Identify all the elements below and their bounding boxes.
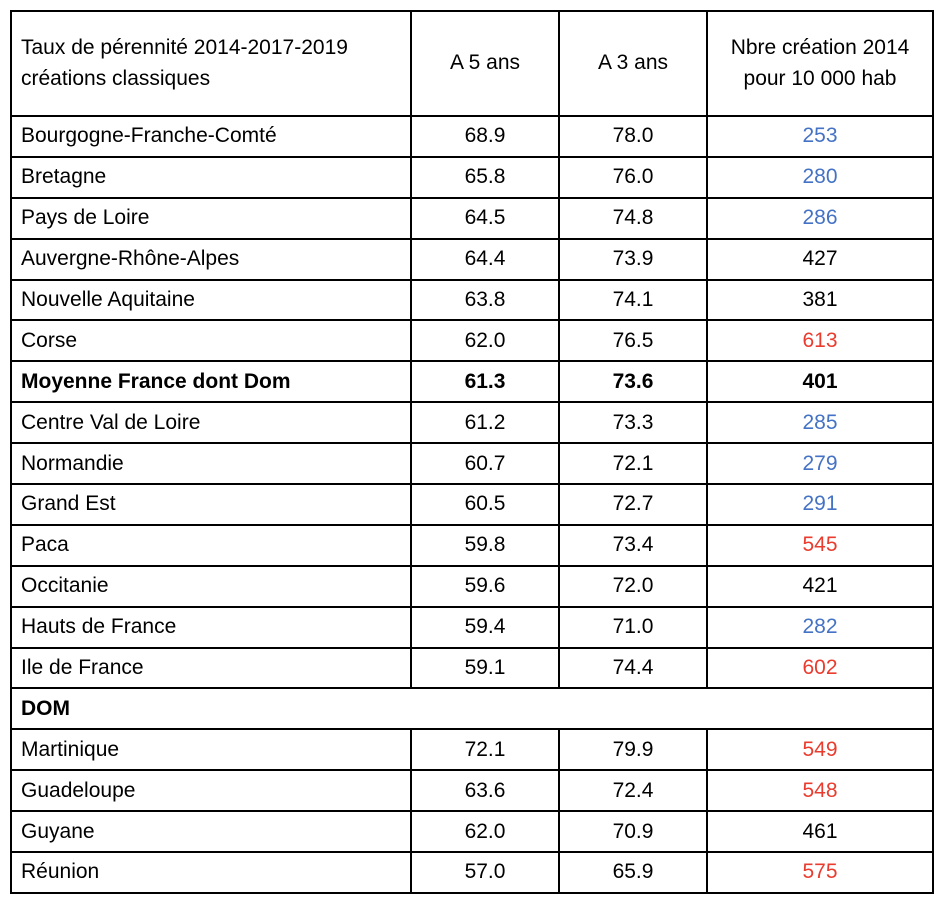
nbre-creation-value-cell: 549	[707, 729, 933, 770]
table-body	[11, 116, 933, 893]
a3ans-value-cell: 72.4	[559, 770, 707, 811]
region-name-cell: Corse	[11, 320, 411, 361]
nbre-creation-value-cell: 282	[707, 607, 933, 648]
nbre-creation-value-cell: 279	[707, 443, 933, 484]
a3ans-value-cell: 72.1	[559, 443, 707, 484]
header-a3ans: A 3 ans	[559, 11, 707, 116]
table-row	[11, 320, 933, 361]
table-row	[11, 198, 933, 239]
nbre-creation-value-cell: 545	[707, 525, 933, 566]
perennite-table	[10, 10, 934, 894]
nbre-creation-value-cell: 421	[707, 566, 933, 607]
a5ans-value-cell: 68.9	[411, 116, 559, 157]
a5ans-value-cell: 63.8	[411, 280, 559, 321]
table-row	[11, 648, 933, 689]
a3ans-value-cell: 79.9	[559, 729, 707, 770]
a5ans-value-cell: 61.3	[411, 361, 559, 402]
region-name-cell: Auvergne-Rhône-Alpes	[11, 239, 411, 280]
a3ans-value-cell: 73.6	[559, 361, 707, 402]
a5ans-value-cell: 72.1	[411, 729, 559, 770]
nbre-creation-value-cell: 285	[707, 402, 933, 443]
region-name-cell: Occitanie	[11, 566, 411, 607]
table-row	[11, 811, 933, 852]
nbre-creation-value-cell: 401	[707, 361, 933, 402]
table-row	[11, 361, 933, 402]
a3ans-value-cell: 73.3	[559, 402, 707, 443]
a3ans-value-cell: 73.4	[559, 525, 707, 566]
table-row	[11, 607, 933, 648]
region-name-cell: Hauts de France	[11, 607, 411, 648]
table-row	[11, 443, 933, 484]
a5ans-value-cell: 60.5	[411, 484, 559, 525]
region-name-cell: Pays de Loire	[11, 198, 411, 239]
region-name-cell: Grand Est	[11, 484, 411, 525]
a5ans-value-cell: 62.0	[411, 320, 559, 361]
nbre-creation-value-cell: 575	[707, 852, 933, 893]
region-name-cell: Bretagne	[11, 157, 411, 198]
a5ans-value-cell: 59.4	[411, 607, 559, 648]
table-row	[11, 525, 933, 566]
a3ans-value-cell: 72.0	[559, 566, 707, 607]
region-name-cell: Nouvelle Aquitaine	[11, 280, 411, 321]
a5ans-value-cell: 60.7	[411, 443, 559, 484]
nbre-creation-value-cell: 427	[707, 239, 933, 280]
region-name-cell: Bourgogne-Franche-Comté	[11, 116, 411, 157]
a5ans-value-cell: 65.8	[411, 157, 559, 198]
a5ans-value-cell: 63.6	[411, 770, 559, 811]
a3ans-value-cell: 76.5	[559, 320, 707, 361]
table-row	[11, 770, 933, 811]
region-name-cell: Guadeloupe	[11, 770, 411, 811]
a5ans-value-cell: 59.1	[411, 648, 559, 689]
a3ans-value-cell: 65.9	[559, 852, 707, 893]
table-row	[11, 239, 933, 280]
a3ans-value-cell: 73.9	[559, 239, 707, 280]
header-row	[11, 11, 933, 116]
a5ans-value-cell: 59.6	[411, 566, 559, 607]
a3ans-value-cell: 74.4	[559, 648, 707, 689]
a3ans-value-cell: 74.8	[559, 198, 707, 239]
a3ans-value-cell: 74.1	[559, 280, 707, 321]
nbre-creation-value-cell: 286	[707, 198, 933, 239]
header-title-line1: Taux de pérennité 2014-2017-2019	[21, 36, 348, 60]
nbre-creation-value-cell: 548	[707, 770, 933, 811]
header-a5ans: A 5 ans	[411, 11, 559, 116]
region-name-cell: Guyane	[11, 811, 411, 852]
nbre-creation-value-cell: 381	[707, 280, 933, 321]
nbre-creation-value-cell: 461	[707, 811, 933, 852]
a3ans-value-cell: 76.0	[559, 157, 707, 198]
a3ans-value-cell: 70.9	[559, 811, 707, 852]
header-nbre-creation	[707, 11, 933, 116]
header-nbre-line2: pour 10 000 hab	[743, 66, 897, 90]
table-row	[11, 566, 933, 607]
table-row	[11, 116, 933, 157]
region-name-cell: Ile de France	[11, 648, 411, 689]
header-title	[11, 11, 411, 116]
table-row	[11, 402, 933, 443]
a3ans-value-cell: 71.0	[559, 607, 707, 648]
region-name-cell: Martinique	[11, 729, 411, 770]
a5ans-value-cell: 57.0	[411, 852, 559, 893]
a5ans-value-cell: 61.2	[411, 402, 559, 443]
section-row	[11, 688, 933, 729]
a5ans-value-cell: 62.0	[411, 811, 559, 852]
a3ans-value-cell: 78.0	[559, 116, 707, 157]
nbre-creation-value-cell: 613	[707, 320, 933, 361]
header-title-line2: créations classiques	[21, 66, 211, 90]
nbre-creation-value-cell: 291	[707, 484, 933, 525]
region-name-cell: Moyenne France dont Dom	[11, 361, 411, 402]
a5ans-value-cell: 59.8	[411, 525, 559, 566]
table-row	[11, 280, 933, 321]
region-name-cell: Paca	[11, 525, 411, 566]
a5ans-value-cell: 64.5	[411, 198, 559, 239]
nbre-creation-value-cell: 280	[707, 157, 933, 198]
header-nbre-line1: Nbre création 2014	[730, 36, 910, 60]
table-row	[11, 157, 933, 198]
region-name-cell: Normandie	[11, 443, 411, 484]
table-row	[11, 852, 933, 893]
a5ans-value-cell: 64.4	[411, 239, 559, 280]
section-label: DOM	[11, 688, 933, 729]
table-row	[11, 729, 933, 770]
nbre-creation-value-cell: 602	[707, 648, 933, 689]
region-name-cell: Centre Val de Loire	[11, 402, 411, 443]
a3ans-value-cell: 72.7	[559, 484, 707, 525]
nbre-creation-value-cell: 253	[707, 116, 933, 157]
region-name-cell: Réunion	[11, 852, 411, 893]
table-row	[11, 484, 933, 525]
